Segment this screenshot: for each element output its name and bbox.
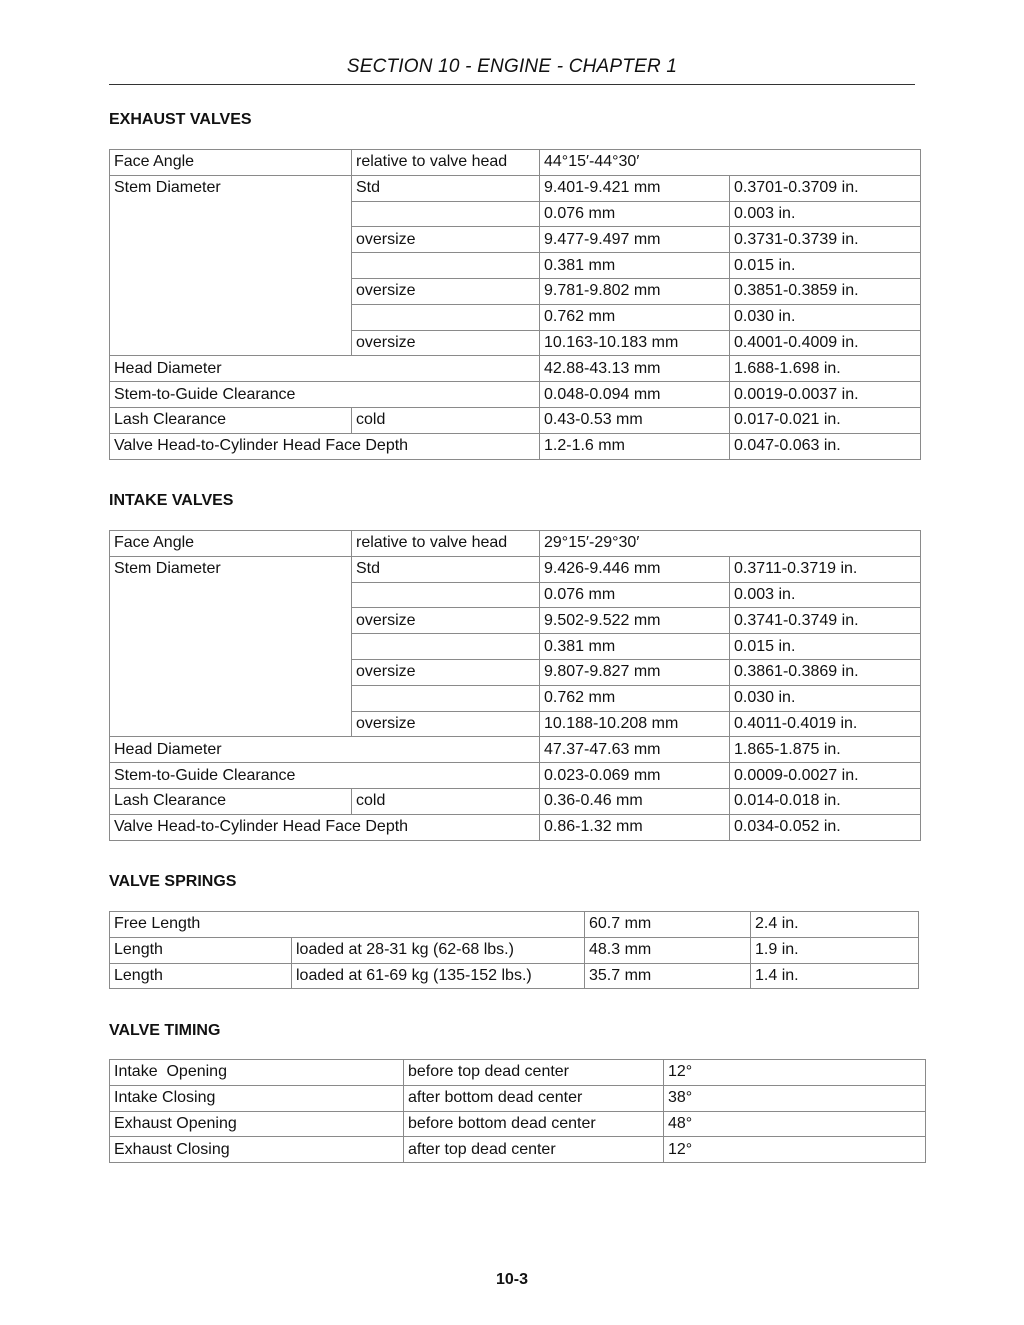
table-row [110, 763, 921, 789]
table-row [110, 1085, 926, 1111]
lash-clearance-in: 0.014-0.018 in. [730, 788, 921, 814]
free-length-in: 2.4 in. [751, 912, 919, 938]
timing-degrees: 38° [664, 1085, 926, 1111]
stem-row-mm: 9.477-9.497 mm [540, 227, 730, 253]
timing-ref: after top dead center [404, 1137, 664, 1163]
face-angle-ref: relative to valve head [352, 150, 540, 176]
stem-row-mm: 0.076 mm [540, 201, 730, 227]
stem-row-mm: 9.781-9.802 mm [540, 278, 730, 304]
head-diameter-mm: 47.37-47.63 mm [540, 737, 730, 763]
stem-guide-in: 0.0019-0.0037 in. [730, 382, 921, 408]
stem-row-label [352, 685, 540, 711]
stem-row-in: 0.3701-0.3709 in. [730, 175, 921, 201]
timing-label: Exhaust Opening [110, 1111, 404, 1137]
lash-clearance-label: Lash Clearance [110, 407, 352, 433]
stem-row-label: oversize [352, 659, 540, 685]
timing-label: Intake Opening [110, 1060, 404, 1086]
table-row [110, 963, 919, 989]
stem-row-label [352, 582, 540, 608]
intake-valves-table [109, 530, 921, 841]
stem-row-in: 0.030 in. [730, 304, 921, 330]
valve-timing-title: VALVE TIMING [109, 1022, 221, 1039]
stem-row-mm: 0.381 mm [540, 634, 730, 660]
table-row [110, 382, 921, 408]
stem-row-label [352, 201, 540, 227]
lash-clearance-in: 0.017-0.021 in. [730, 407, 921, 433]
timing-ref: after bottom dead center [404, 1085, 664, 1111]
timing-label: Intake Closing [110, 1085, 404, 1111]
lash-clearance-cond: cold [352, 407, 540, 433]
timing-ref: before top dead center [404, 1060, 664, 1086]
table-row [110, 356, 921, 382]
face-angle-label: Face Angle [110, 150, 352, 176]
face-depth-mm: 1.2-1.6 mm [540, 433, 730, 459]
header-rule [109, 84, 915, 85]
table-row [110, 737, 921, 763]
exhaust-valves-table [109, 149, 921, 460]
stem-row-mm: 0.762 mm [540, 304, 730, 330]
table-row [110, 1060, 926, 1086]
head-diameter-mm: 42.88-43.13 mm [540, 356, 730, 382]
table-row [110, 1137, 926, 1163]
length-in: 1.9 in. [751, 937, 919, 963]
head-diameter-label: Head Diameter [110, 356, 540, 382]
stem-row-in: 0.3711-0.3719 in. [730, 556, 921, 582]
table-row [110, 814, 921, 840]
stem-row-mm: 10.163-10.183 mm [540, 330, 730, 356]
stem-row-label: oversize [352, 711, 540, 737]
table-row [110, 407, 921, 433]
stem-row-label: Std [352, 556, 540, 582]
stem-row-in: 0.3741-0.3749 in. [730, 608, 921, 634]
table-row [110, 912, 919, 938]
lash-clearance-cond: cold [352, 788, 540, 814]
face-angle-value: 44°15′-44°30′ [540, 150, 921, 176]
length-label: Length [110, 937, 292, 963]
head-diameter-in: 1.865-1.875 in. [730, 737, 921, 763]
stem-row-mm: 9.401-9.421 mm [540, 175, 730, 201]
page-header: SECTION 10 - ENGINE - CHAPTER 1 [346, 56, 678, 77]
stem-guide-label: Stem-to-Guide Clearance [110, 382, 540, 408]
stem-row-mm: 9.426-9.446 mm [540, 556, 730, 582]
stem-row-label: Std [352, 175, 540, 201]
face-angle-label: Face Angle [110, 531, 352, 557]
stem-row-mm: 9.807-9.827 mm [540, 659, 730, 685]
length-label: Length [110, 963, 292, 989]
stem-row-in: 0.003 in. [730, 582, 921, 608]
stem-guide-in: 0.0009-0.0027 in. [730, 763, 921, 789]
stem-row-in: 0.003 in. [730, 201, 921, 227]
stem-diameter-label: Stem Diameter [110, 556, 352, 737]
face-depth-mm: 0.86-1.32 mm [540, 814, 730, 840]
face-angle-value: 29°15′-29°30′ [540, 531, 921, 557]
lash-clearance-mm: 0.36-0.46 mm [540, 788, 730, 814]
stem-row-mm: 0.381 mm [540, 253, 730, 279]
table-row [110, 531, 921, 557]
length-mm: 48.3 mm [585, 937, 751, 963]
stem-row-in: 0.030 in. [730, 685, 921, 711]
length-condition: loaded at 61-69 kg (135-152 lbs.) [292, 963, 585, 989]
stem-row-mm: 0.762 mm [540, 685, 730, 711]
timing-degrees: 48° [664, 1111, 926, 1137]
free-length-mm: 60.7 mm [585, 912, 751, 938]
length-condition: loaded at 28-31 kg (62-68 lbs.) [292, 937, 585, 963]
valve-timing-table [109, 1059, 926, 1163]
table-row [110, 175, 921, 201]
stem-guide-mm: 0.048-0.094 mm [540, 382, 730, 408]
stem-row-label: oversize [352, 608, 540, 634]
table-row [110, 1111, 926, 1137]
face-depth-label: Valve Head-to-Cylinder Head Face Depth [110, 433, 540, 459]
length-in: 1.4 in. [751, 963, 919, 989]
timing-degrees: 12° [664, 1060, 926, 1086]
face-depth-in: 0.034-0.052 in. [730, 814, 921, 840]
stem-diameter-label: Stem Diameter [110, 175, 352, 356]
length-mm: 35.7 mm [585, 963, 751, 989]
lash-clearance-mm: 0.43-0.53 mm [540, 407, 730, 433]
face-depth-in: 0.047-0.063 in. [730, 433, 921, 459]
stem-row-label [352, 634, 540, 660]
lash-clearance-label: Lash Clearance [110, 788, 352, 814]
stem-row-label: oversize [352, 330, 540, 356]
page-number: 10-3 [495, 1271, 529, 1288]
table-row [110, 556, 921, 582]
valve-springs-table [109, 911, 919, 989]
stem-row-in: 0.3861-0.3869 in. [730, 659, 921, 685]
head-diameter-label: Head Diameter [110, 737, 540, 763]
face-angle-ref: relative to valve head [352, 531, 540, 557]
stem-row-mm: 0.076 mm [540, 582, 730, 608]
stem-guide-label: Stem-to-Guide Clearance [110, 763, 540, 789]
table-row [110, 433, 921, 459]
stem-guide-mm: 0.023-0.069 mm [540, 763, 730, 789]
timing-ref: before bottom dead center [404, 1111, 664, 1137]
face-depth-label: Valve Head-to-Cylinder Head Face Depth [110, 814, 540, 840]
stem-row-in: 0.015 in. [730, 253, 921, 279]
stem-row-label: oversize [352, 227, 540, 253]
table-row [110, 788, 921, 814]
table-row [110, 937, 919, 963]
stem-row-label: oversize [352, 278, 540, 304]
stem-row-in: 0.4001-0.4009 in. [730, 330, 921, 356]
stem-row-in: 0.3851-0.3859 in. [730, 278, 921, 304]
stem-row-in: 0.3731-0.3739 in. [730, 227, 921, 253]
exhaust-valves-title: EXHAUST VALVES [109, 111, 252, 128]
stem-row-label [352, 253, 540, 279]
timing-label: Exhaust Closing [110, 1137, 404, 1163]
free-length-label: Free Length [110, 912, 585, 938]
stem-row-in: 0.015 in. [730, 634, 921, 660]
stem-row-mm: 9.502-9.522 mm [540, 608, 730, 634]
head-diameter-in: 1.688-1.698 in. [730, 356, 921, 382]
table-row [110, 150, 921, 176]
intake-valves-title: INTAKE VALVES [109, 492, 234, 509]
stem-row-mm: 10.188-10.208 mm [540, 711, 730, 737]
valve-springs-title: VALVE SPRINGS [109, 873, 237, 890]
stem-row-in: 0.4011-0.4019 in. [730, 711, 921, 737]
timing-degrees: 12° [664, 1137, 926, 1163]
stem-row-label [352, 304, 540, 330]
